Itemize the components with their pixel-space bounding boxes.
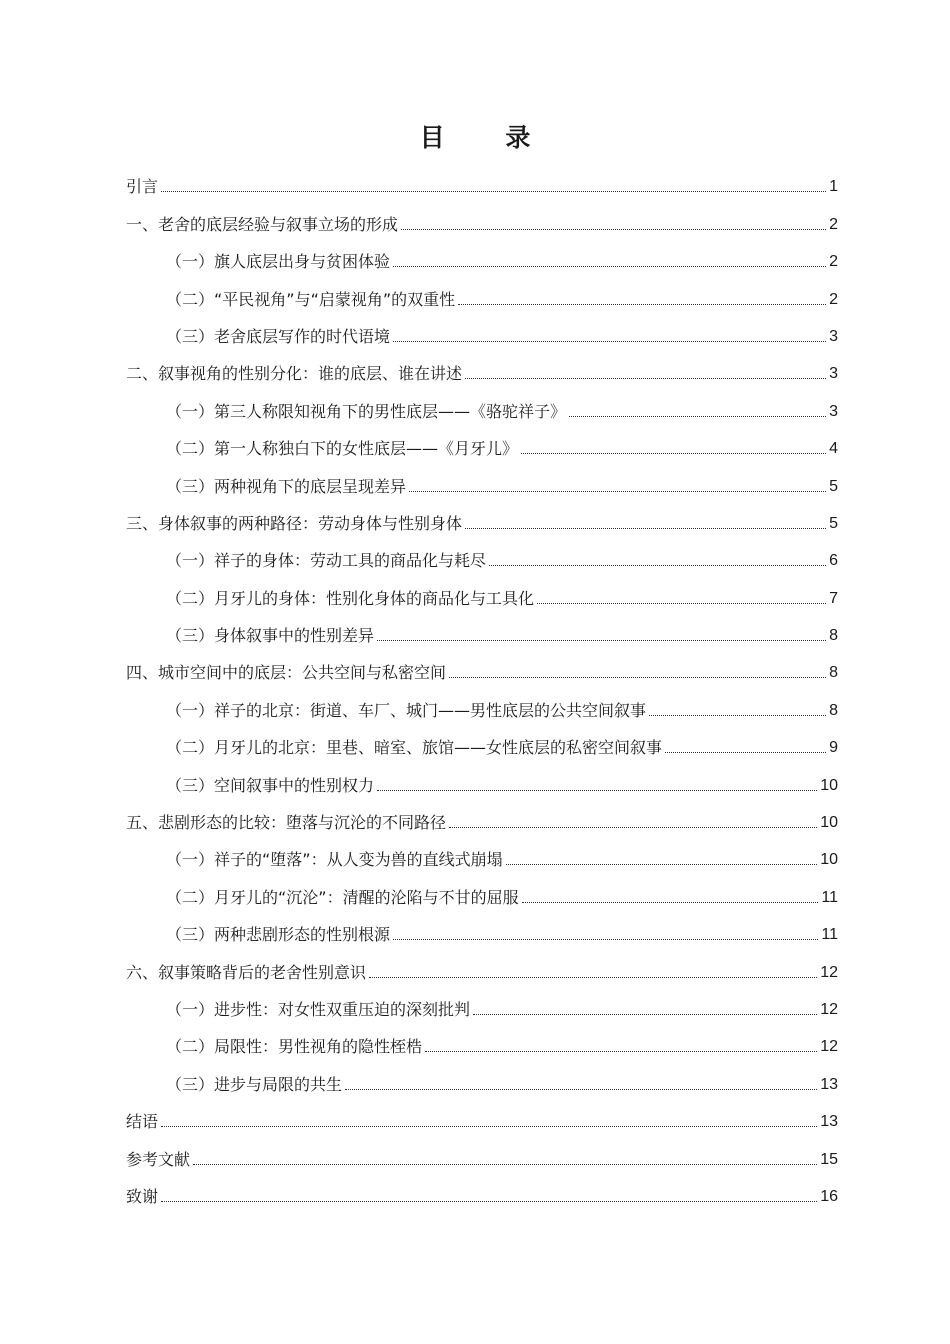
toc-entry[interactable] bbox=[126, 762, 838, 799]
toc-dot-leader bbox=[465, 528, 826, 529]
toc-entry-page-number: 6 bbox=[829, 552, 838, 570]
toc-entry-page-number: 8 bbox=[829, 627, 838, 645]
toc-dot-leader bbox=[522, 902, 819, 903]
toc-dot-leader bbox=[161, 1201, 817, 1202]
toc-entry-page-number: 12 bbox=[820, 1038, 838, 1056]
toc-entry[interactable] bbox=[126, 314, 838, 351]
toc-entry-label: （三）身体叙事中的性别差异 bbox=[166, 626, 375, 646]
toc-entry[interactable] bbox=[126, 987, 838, 1024]
toc-entry-label: （一）第三人称限知视角下的男性底层——《骆驼祥子》 bbox=[166, 401, 567, 421]
toc-entry-page-number: 3 bbox=[829, 365, 838, 383]
toc-dot-leader bbox=[369, 977, 817, 978]
toc-dot-leader bbox=[425, 1051, 817, 1052]
toc-dot-leader bbox=[458, 304, 826, 305]
toc-entry-page-number: 10 bbox=[820, 851, 838, 869]
toc-dot-leader bbox=[161, 1126, 817, 1127]
toc-entry-label: （三）两种悲剧形态的性别根源 bbox=[166, 925, 391, 945]
toc-entry-label: （三）两种视角下的底层呈现差异 bbox=[166, 476, 407, 496]
toc-entry-page-number: 10 bbox=[820, 776, 838, 794]
toc-dot-leader bbox=[393, 341, 826, 342]
toc-entry-label: （二）第一人称独白下的女性底层——《月牙儿》 bbox=[166, 439, 519, 459]
toc-entry-page-number: 15 bbox=[820, 1150, 838, 1168]
toc-entry[interactable] bbox=[126, 837, 838, 874]
toc-dot-leader bbox=[521, 453, 826, 454]
toc-entry[interactable] bbox=[126, 276, 838, 313]
toc-entry[interactable] bbox=[126, 239, 838, 276]
toc-list bbox=[126, 164, 838, 1211]
toc-entry-page-number: 3 bbox=[829, 402, 838, 420]
toc-entry[interactable] bbox=[126, 575, 838, 612]
toc-dot-leader bbox=[393, 939, 818, 940]
toc-entry[interactable] bbox=[126, 800, 838, 837]
toc-entry[interactable] bbox=[126, 613, 838, 650]
toc-entry[interactable] bbox=[126, 501, 838, 538]
toc-dot-leader bbox=[393, 266, 826, 267]
toc-dot-leader bbox=[569, 416, 826, 417]
toc-entry[interactable] bbox=[126, 912, 838, 949]
toc-entry-page-number: 8 bbox=[829, 701, 838, 719]
toc-dot-leader bbox=[665, 752, 826, 753]
toc-entry[interactable] bbox=[126, 650, 838, 687]
toc-entry-label: 五、悲剧形态的比较：堕落与沉沦的不同路径 bbox=[126, 813, 447, 833]
toc-entry-label: （二）月牙儿的北京：里巷、暗室、旅馆——女性底层的私密空间叙事 bbox=[166, 738, 663, 758]
toc-entry-page-number: 2 bbox=[829, 253, 838, 271]
toc-entry[interactable] bbox=[126, 1061, 838, 1098]
toc-entry-page-number: 8 bbox=[829, 664, 838, 682]
toc-entry-page-number: 12 bbox=[820, 963, 838, 981]
toc-entry-page-number: 2 bbox=[829, 290, 838, 308]
toc-entry[interactable] bbox=[126, 351, 838, 388]
toc-entry[interactable] bbox=[126, 874, 838, 911]
toc-entry[interactable] bbox=[126, 164, 838, 201]
toc-entry-page-number: 4 bbox=[829, 440, 838, 458]
toc-entry-label: （三）空间叙事中的性别权力 bbox=[166, 775, 375, 795]
toc-entry-label: （二）月牙儿的“沉沦”：清醒的沦陷与不甘的屈服 bbox=[166, 887, 519, 907]
toc-entry[interactable] bbox=[126, 388, 838, 425]
toc-entry-page-number: 3 bbox=[829, 327, 838, 345]
toc-entry-page-number: 11 bbox=[821, 926, 838, 944]
toc-entry[interactable] bbox=[126, 538, 838, 575]
toc-dot-leader bbox=[345, 1089, 817, 1090]
toc-entry-label: （三）进步与局限的共生 bbox=[166, 1074, 343, 1094]
toc-entry-page-number: 12 bbox=[820, 1000, 838, 1018]
toc-entry[interactable] bbox=[126, 201, 838, 238]
toc-entry-label: （二）月牙儿的身体：性别化身体的商品化与工具化 bbox=[166, 588, 535, 608]
toc-entry-label: 三、身体叙事的两种路径：劳动身体与性别身体 bbox=[126, 513, 463, 533]
toc-entry[interactable] bbox=[126, 426, 838, 463]
toc-entry-label: 引言 bbox=[126, 177, 159, 197]
toc-entry[interactable] bbox=[126, 725, 838, 762]
toc-entry-page-number: 7 bbox=[829, 589, 838, 607]
toc-entry-label: 结语 bbox=[126, 1112, 159, 1132]
toc-entry-page-number: 5 bbox=[829, 514, 838, 532]
toc-entry-page-number: 13 bbox=[820, 1075, 838, 1093]
toc-entry-page-number: 11 bbox=[821, 888, 838, 906]
toc-entry-page-number: 10 bbox=[820, 814, 838, 832]
toc-title: 目 录 bbox=[419, 123, 557, 152]
toc-dot-leader bbox=[537, 603, 826, 604]
toc-entry-label: （一）祥子的“堕落”：从人变为兽的直线式崩塌 bbox=[166, 850, 503, 870]
toc-dot-leader bbox=[473, 1014, 817, 1015]
toc-entry[interactable] bbox=[126, 687, 838, 724]
toc-entry-label: （一）祥子的身体：劳动工具的商品化与耗尽 bbox=[166, 551, 487, 571]
toc-entry-label: （二）局限性：男性视角的隐性桎梏 bbox=[166, 1037, 423, 1057]
toc-entry[interactable] bbox=[126, 1099, 838, 1136]
toc-entry-label: （三）老舍底层写作的时代语境 bbox=[166, 326, 391, 346]
toc-entry[interactable] bbox=[126, 1174, 838, 1211]
toc-entry-page-number: 9 bbox=[829, 739, 838, 757]
toc-dot-leader bbox=[449, 677, 826, 678]
toc-entry-label: （一）祥子的北京：街道、车厂、城门——男性底层的公共空间叙事 bbox=[166, 700, 647, 720]
toc-dot-leader bbox=[377, 640, 826, 641]
toc-entry-label: （二）“平民视角”与“启蒙视角”的双重性 bbox=[166, 289, 456, 309]
toc-entry-label: 一、老舍的底层经验与叙事立场的形成 bbox=[126, 214, 399, 234]
toc-dot-leader bbox=[449, 827, 817, 828]
toc-entry-label: 六、叙事策略背后的老舍性别意识 bbox=[126, 962, 367, 982]
toc-dot-leader bbox=[193, 1164, 817, 1165]
toc-entry[interactable] bbox=[126, 1024, 838, 1061]
toc-dot-leader bbox=[465, 378, 826, 379]
toc-entry-label: 致谢 bbox=[126, 1186, 159, 1206]
toc-entry[interactable] bbox=[126, 463, 838, 500]
toc-entry-label: （一）旗人底层出身与贫困体验 bbox=[166, 252, 391, 272]
toc-entry-label: 参考文献 bbox=[126, 1149, 191, 1169]
toc-entry-page-number: 5 bbox=[829, 477, 838, 495]
toc-entry-page-number: 16 bbox=[820, 1187, 838, 1205]
toc-entry-page-number: 2 bbox=[829, 215, 838, 233]
toc-entry-label: （一）进步性：对女性双重压迫的深刻批判 bbox=[166, 999, 471, 1019]
toc-entry[interactable] bbox=[126, 1136, 838, 1173]
toc-dot-leader bbox=[161, 191, 826, 192]
toc-entry-label: 二、叙事视角的性别分化：谁的底层、谁在讲述 bbox=[126, 364, 463, 384]
toc-dot-leader bbox=[506, 864, 818, 865]
toc-dot-leader bbox=[649, 715, 826, 716]
toc-dot-leader bbox=[489, 565, 826, 566]
toc-entry[interactable] bbox=[126, 949, 838, 986]
toc-dot-leader bbox=[409, 491, 826, 492]
toc-dot-leader bbox=[401, 229, 826, 230]
toc-entry-page-number: 1 bbox=[829, 178, 838, 196]
toc-entry-label: 四、城市空间中的底层：公共空间与私密空间 bbox=[126, 663, 447, 683]
toc-dot-leader bbox=[377, 790, 817, 791]
toc-entry-page-number: 13 bbox=[820, 1113, 838, 1131]
